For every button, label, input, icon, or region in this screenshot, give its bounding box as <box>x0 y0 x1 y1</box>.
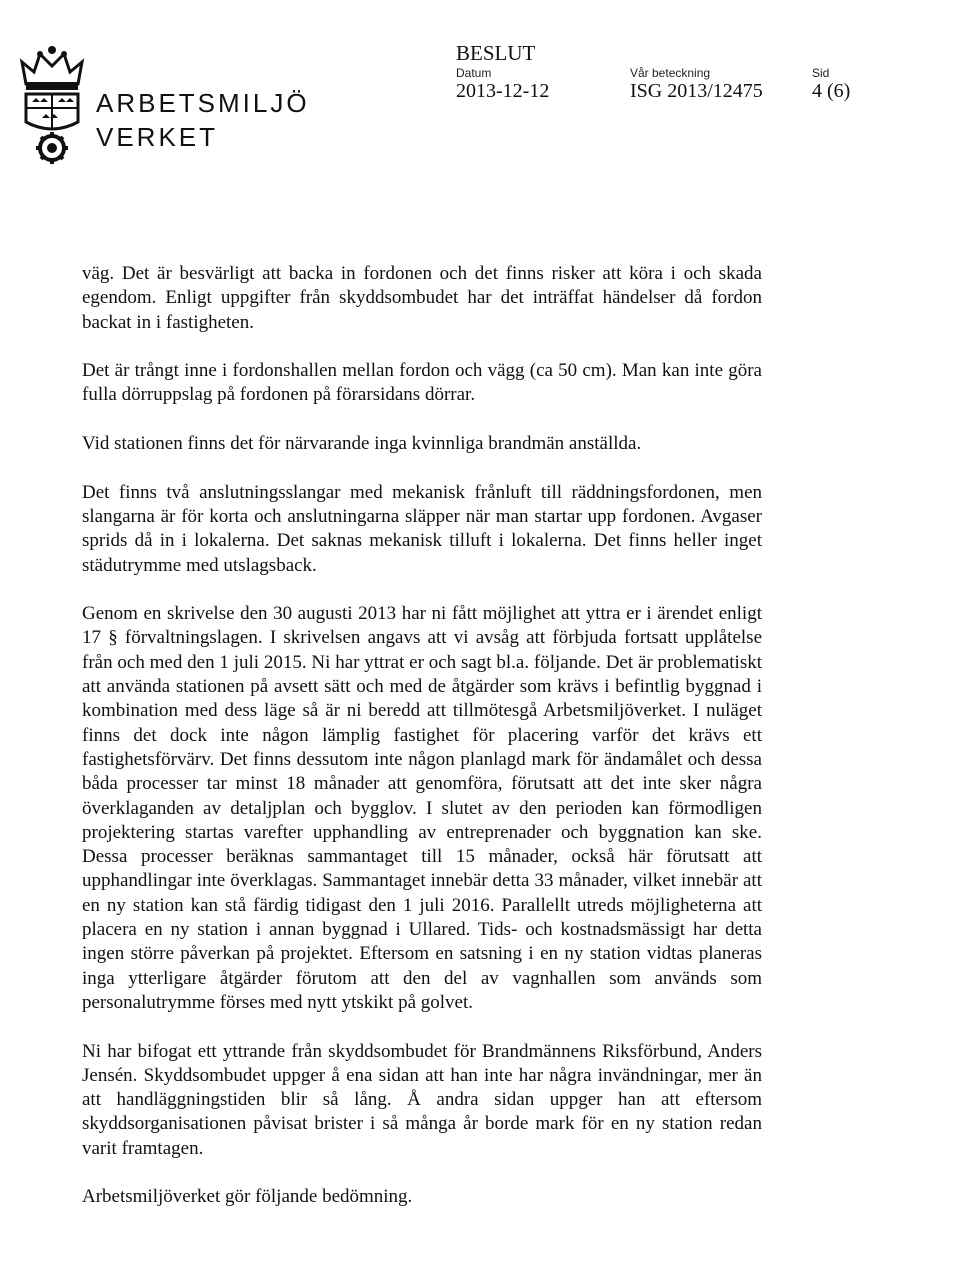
paragraph: Det finns två anslutningsslangar med mekanisk frånluft till räddningsfordonen, men slangarna är för korta och anslutningarna släpper när man startar upp fordonen. Avgaser sprids då in i lokalerna. Det saknas mekanisk tilluft i lokalerna. Det finns heller inget städutrymme med utslagsback. <box>82 481 762 576</box>
paragraph: Vid stationen finns det för närvarande inga kvinnliga brandmän anställda. <box>82 433 642 455</box>
paragraph: Arbetsmiljöverket gör följande bedömning. <box>82 1186 413 1208</box>
reference-value: ISG 2013/12475 <box>630 80 763 102</box>
paragraph: Ni har bifogat ett yttrande från skyddsombudet för Brandmännens Riksförbund, Anders Jensén. Skyddsombudet uppger å ena sidan att han inte har några invändningar, mer än att handläggningstiden blir så lång. Å andra sidan uppger han att eftersom skyddsorganisationen påvisat brister i så många år borde mark för en ny station redan varit framtagen. <box>82 1040 762 1159</box>
page-number: 4 (6) <box>812 80 851 102</box>
document-body <box>82 262 762 1234</box>
page-label: Sid <box>812 66 830 80</box>
organization-name-line1: ARBETSMILJÖ <box>96 88 310 118</box>
document-type: BESLUT <box>456 41 536 65</box>
paragraph: Genom en skrivelse den 30 augusti 2013 har ni fått möjlighet att yttra er i ärendet enligt 17 § förvaltningslagen. I skrivelsen angavs att vi avsåg att förbjuda fortsatt upplåtelse från och med den 1 juli 2015. Ni har yttrat er och sagt bl.a. följande. Det är problematiskt att använda stationen på avsett sätt och med de åtgärder som krävs i befintlig byggnad i kombination med dess läge så är ni beredd att tillmötesgå Arbetsmiljöverket. I nuläget finns det dock inte någon lämplig fastighet för placering varför det krävs ett fastighetsförvärv. Det finns dessutom inte någon planlagd mark för ändamålet och dessa båda processer tar minst 18 månader att genomföra, förutsatt att det inte sker några överklaganden av detaljplan och bygglov. I slutet av den perioden kan förmodligen projektering startas varefter upphandling av entreprenader och byggnation kan ske. Dessa processer beräknas sammantaget till 15 månader, också här förutsatt att upphandlingar inte överklagas. Sammantaget innebär detta 33 månader, vilket innebär att en ny station kan stå färdig tidigast den 1 juli 2016. Parallellt utreds möjligheterna att placera en ny station i annan byggnad i Ullared. Tids- och kostnadsmässigt har detta ingen större påverkan på projektet. Eftersom en satsning i en ny station vidtas planeras inga ytterligare åtgärder förutom att den del av vagnhallen som används som personalutrymme förses med nytt ytskikt på golvet. <box>82 603 762 1013</box>
letterhead <box>0 0 960 170</box>
paragraph: väg. Det är besvärligt att backa in fordonen och det finns risker att köra i och skada egendom. Enligt uppgifter från skyddsombudet har det inträffat händelser då fordon backat in i fastigheten. <box>82 263 762 333</box>
reference-label: Vår beteckning <box>630 66 711 80</box>
organization-name <box>96 86 310 154</box>
paragraph: Det är trångt inne i fordonshallen mellan fordon och vägg (ca 50 cm). Man kan inte göra fulla dörruppslag på fordonen på förarsidans dörrar. <box>82 360 762 406</box>
date-value: 2013-12-12 <box>456 80 550 102</box>
date-label: Datum <box>456 66 492 80</box>
swedish-crown-coat-of-arms-icon <box>18 44 86 164</box>
organization-name-line2: VERKET <box>96 122 219 152</box>
